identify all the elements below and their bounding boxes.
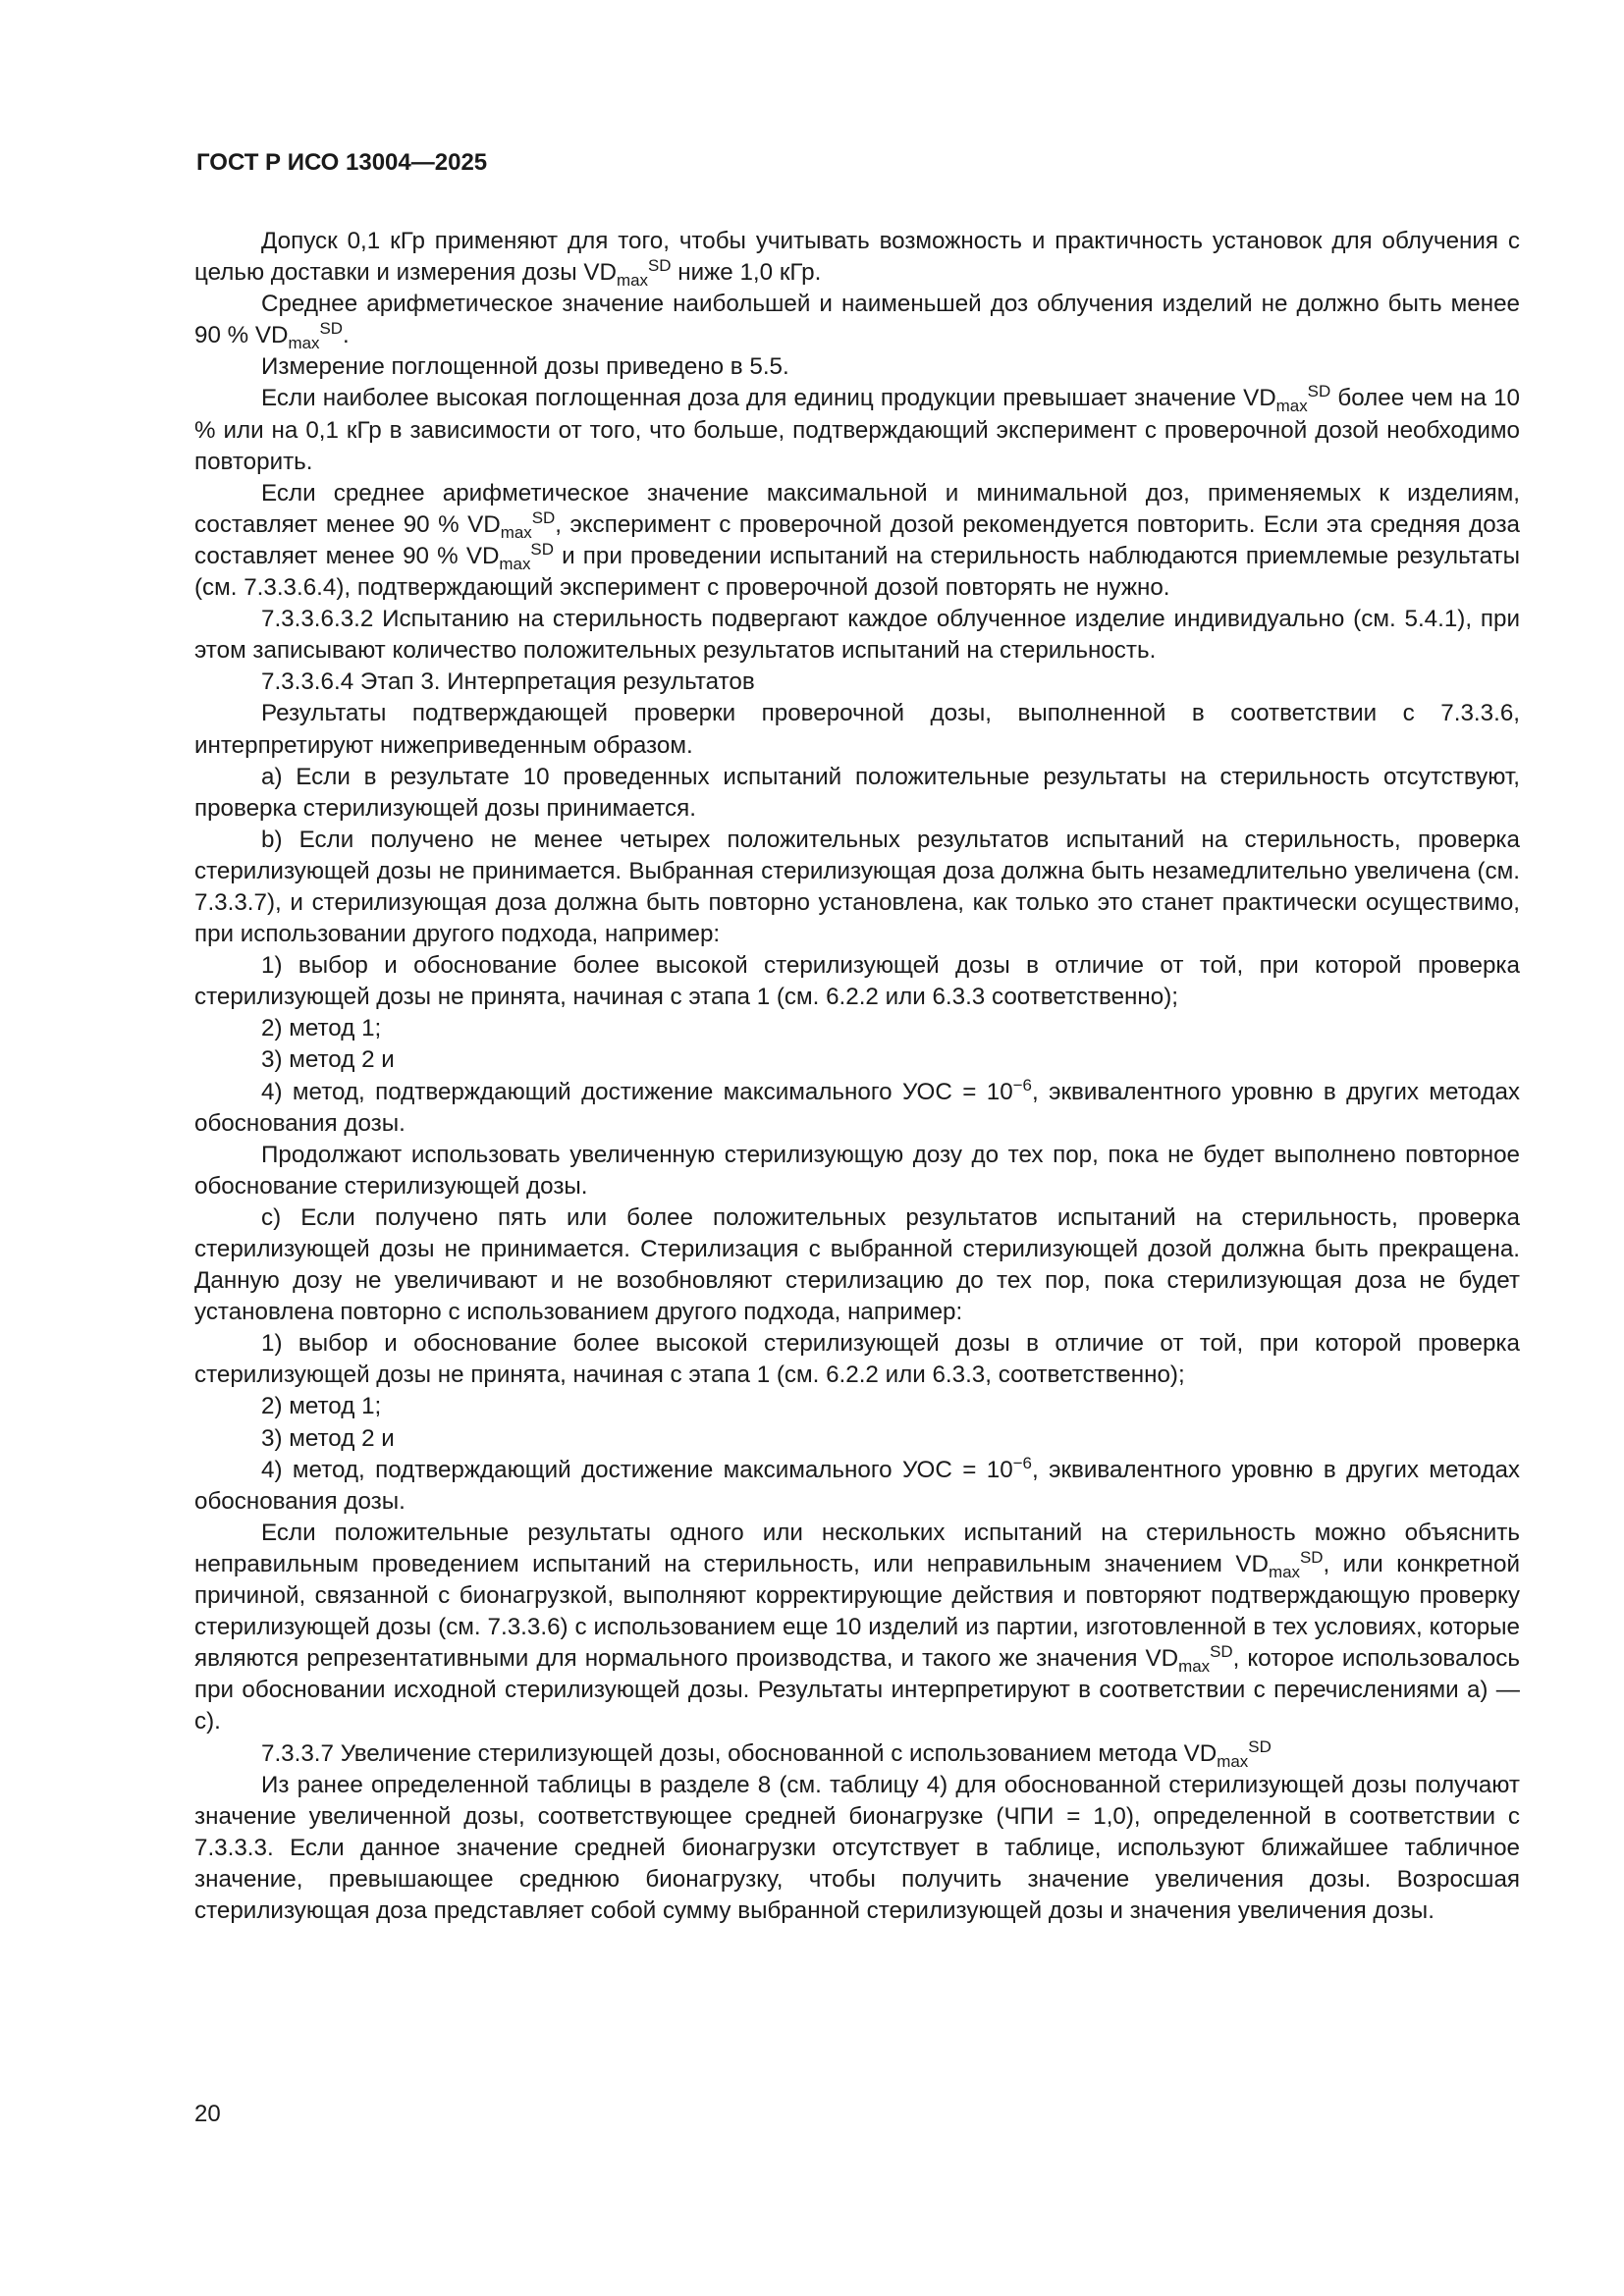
paragraph: Если положительные результаты одного или нескольких испытаний на стерильность можно объяснить неправильным проведением испытаний на стерильность, или неправильным значением $VD_{max}^{SD}$, или конкретной причиной, связанной с бионагрузкой, выполняют корректирующие действия и повторяют подтверждающую проверку стерилизующей дозы (см. 7.3.3.6) с использованием еще 10 изделий из партии, изготовленной в тех условиях, которые являются репрезентативными для нормального производства, и такого же значения $VD_{max}^{SD}$, которое использовалось при обосновании исходной стерилизующей дозы. Результаты интерпретируют в соответствии с перечислениями а) — с). <box>194 1519 1520 1735</box>
paragraph: Допуск 0,1 кГр применяют для того, чтобы учитывать возможность и практичность установок для облучения с целью доставки и измерения дозы $VD_{max}^{SD}$ ниже 1,0 кГр. <box>194 228 1520 290</box>
paragraph: 7.3.3.6.3.2 Испытанию на стерильность подвергают каждое облученное изделие индивидуально (см. 5.4.1), при этом записывают количество положительных результатов испытаний на стерильность. <box>194 606 1520 665</box>
list-item: а) Если в результате 10 проведенных испытаний положительные результаты на стерильность отсутствуют, проверка стерилизующей дозы принимается. <box>194 763 1520 822</box>
document-header: ГОСТ Р ИСО 13004—2025 <box>196 149 488 176</box>
list-item: 3) метод 2 и <box>261 1424 395 1452</box>
vd-max-sd-symbol: $VD_{max}^{SD}$ <box>254 319 343 353</box>
vd-max-sd-symbol: $VD_{max}^{SD}$ <box>1145 1642 1233 1677</box>
list-item: b) Если получено не менее четырех положительных результатов испытаний на стерильность, проверка стерилизующей дозы не принимается. Выбранная стерилизующая доза должна быть незамедлительно увеличена (см. 7.3.3.7), и стерилизующая доза должна быть повторно установлена, как только это станет практически осуществимо, при использовании другого подхода, например: <box>194 826 1520 948</box>
vd-max-sd-symbol: $VD_{max}^{SD}$ <box>583 256 672 290</box>
list-item: 1) выбор и обоснование более высокой стерилизующей дозы в отличие от той, при которой проверка стерилизующей дозы не принята, начиная с этапа 1 (см. 6.2.2 или 6.3.3, соответственно); <box>194 1330 1520 1389</box>
list-item: 2) метод 1; <box>261 1015 382 1042</box>
list-item: 1) выбор и обоснование более высокой стерилизующей дозы в отличие от той, при которой проверка стерилизующей дозы не принята, начиная с этапа 1 (см. 6.2.2 или 6.3.3 соответственно); <box>194 952 1520 1011</box>
vd-max-sd-symbol: $VD_{max}^{SD}$ <box>1183 1736 1272 1771</box>
page-number: 20 <box>194 2101 221 2127</box>
paragraph: Если наиболее высокая поглощенная доза для единиц продукции превышает значение $VD_{max}^{SD}$ более чем на 10 % или на 0,1 кГр в зависимости от того, что больше, подтверждающий эксперимент с проверочной дозой необходимо повторить. <box>194 382 1520 475</box>
vd-max-sd-symbol: $VD_{max}^{SD}$ <box>465 539 554 573</box>
paragraph: Результаты подтверждающей проверки проверочной дозы, выполненной в соответствии с 7.3.3.6, интерпретируют нижеприведенным образом. <box>194 700 1520 759</box>
paragraph: Измерение поглощенной дозы приведено в 5.5. <box>261 353 789 381</box>
vd-max-sd-symbol: $VD_{max}^{SD}$ <box>1235 1547 1324 1581</box>
paragraph: Продолжают использовать увеличенную стерилизующую дозу до тех пор, пока не будет выполнено повторное обоснование стерилизующей дозы. <box>194 1141 1520 1200</box>
list-item: 3) метод 2 и <box>261 1046 395 1074</box>
section-heading: 7.3.3.7 Увеличение стерилизующей дозы, обоснованной с использованием метода $VD_{max}^{SD}$ <box>261 1736 1272 1771</box>
paragraph: Среднее арифметическое значение наибольшей и наименьшей доз облучения изделий не должно быть менее 90 % $VD_{max}^{SD}$. <box>194 291 1520 353</box>
document-body <box>194 226 1520 1927</box>
vd-max-sd-symbol: $VD_{max}^{SD}$ <box>1243 382 1331 416</box>
paragraph: Если среднее арифметическое значение максимальной и минимальной доз, применяемых к изделиям, составляет менее 90 % $VD_{max}^{SD}$, эксперимент с проверочной дозой рекомендуется повторить. Если эта средняя доза составляет менее 90 % $VD_{max}^{SD}$ и при проведении испытаний на стерильность наблюдаются приемлемые результаты (см. 7.3.3.6.4), подтверждающий эксперимент с проверочной дозой повторять не нужно. <box>194 479 1520 602</box>
list-item: 4) метод, подтверждающий достижение максимального УОС = $10^{-6}$, эквивалентного уровню в других методах обоснования дозы. <box>194 1075 1520 1137</box>
list-item: 4) метод, подтверждающий достижение максимального УОС = $10^{-6}$, эквивалентного уровню в других методах обоснования дозы. <box>194 1453 1520 1515</box>
list-item: с) Если получено пять или более положительных результатов испытаний на стерильность, проверка стерилизующей дозы не принимается. Стерилизация с выбранной стерилизующей дозой должна быть прекращена. Данную дозу не увеличивают и не возобновляют стерилизацию до тех пор, пока стерилизующая доза не будет установлена повторно с использованием другого подхода, например: <box>194 1203 1520 1326</box>
section-heading: 7.3.3.6.4 Этап 3. Интерпретация результатов <box>261 668 755 696</box>
vd-max-sd-symbol: $VD_{max}^{SD}$ <box>467 507 556 542</box>
list-item: 2) метод 1; <box>261 1393 382 1420</box>
paragraph: Из ранее определенной таблицы в разделе 8 (см. таблицу 4) для обоснованной стерилизующей дозы получают значение увеличенной дозы, соответствующее средней бионагрузке (ЧПИ = 1,0), определенной в соответствии с 7.3.3.3. Если данное значение средней бионагрузки отсутствует в таблице, используют ближайшее табличное значение, превышающее среднюю бионагрузку, чтобы получить значение увеличения дозы. Возросшая стерилизующая доза представляет собой сумму выбранной стерилизующей дозы и значения увеличения дозы. <box>194 1771 1520 1924</box>
